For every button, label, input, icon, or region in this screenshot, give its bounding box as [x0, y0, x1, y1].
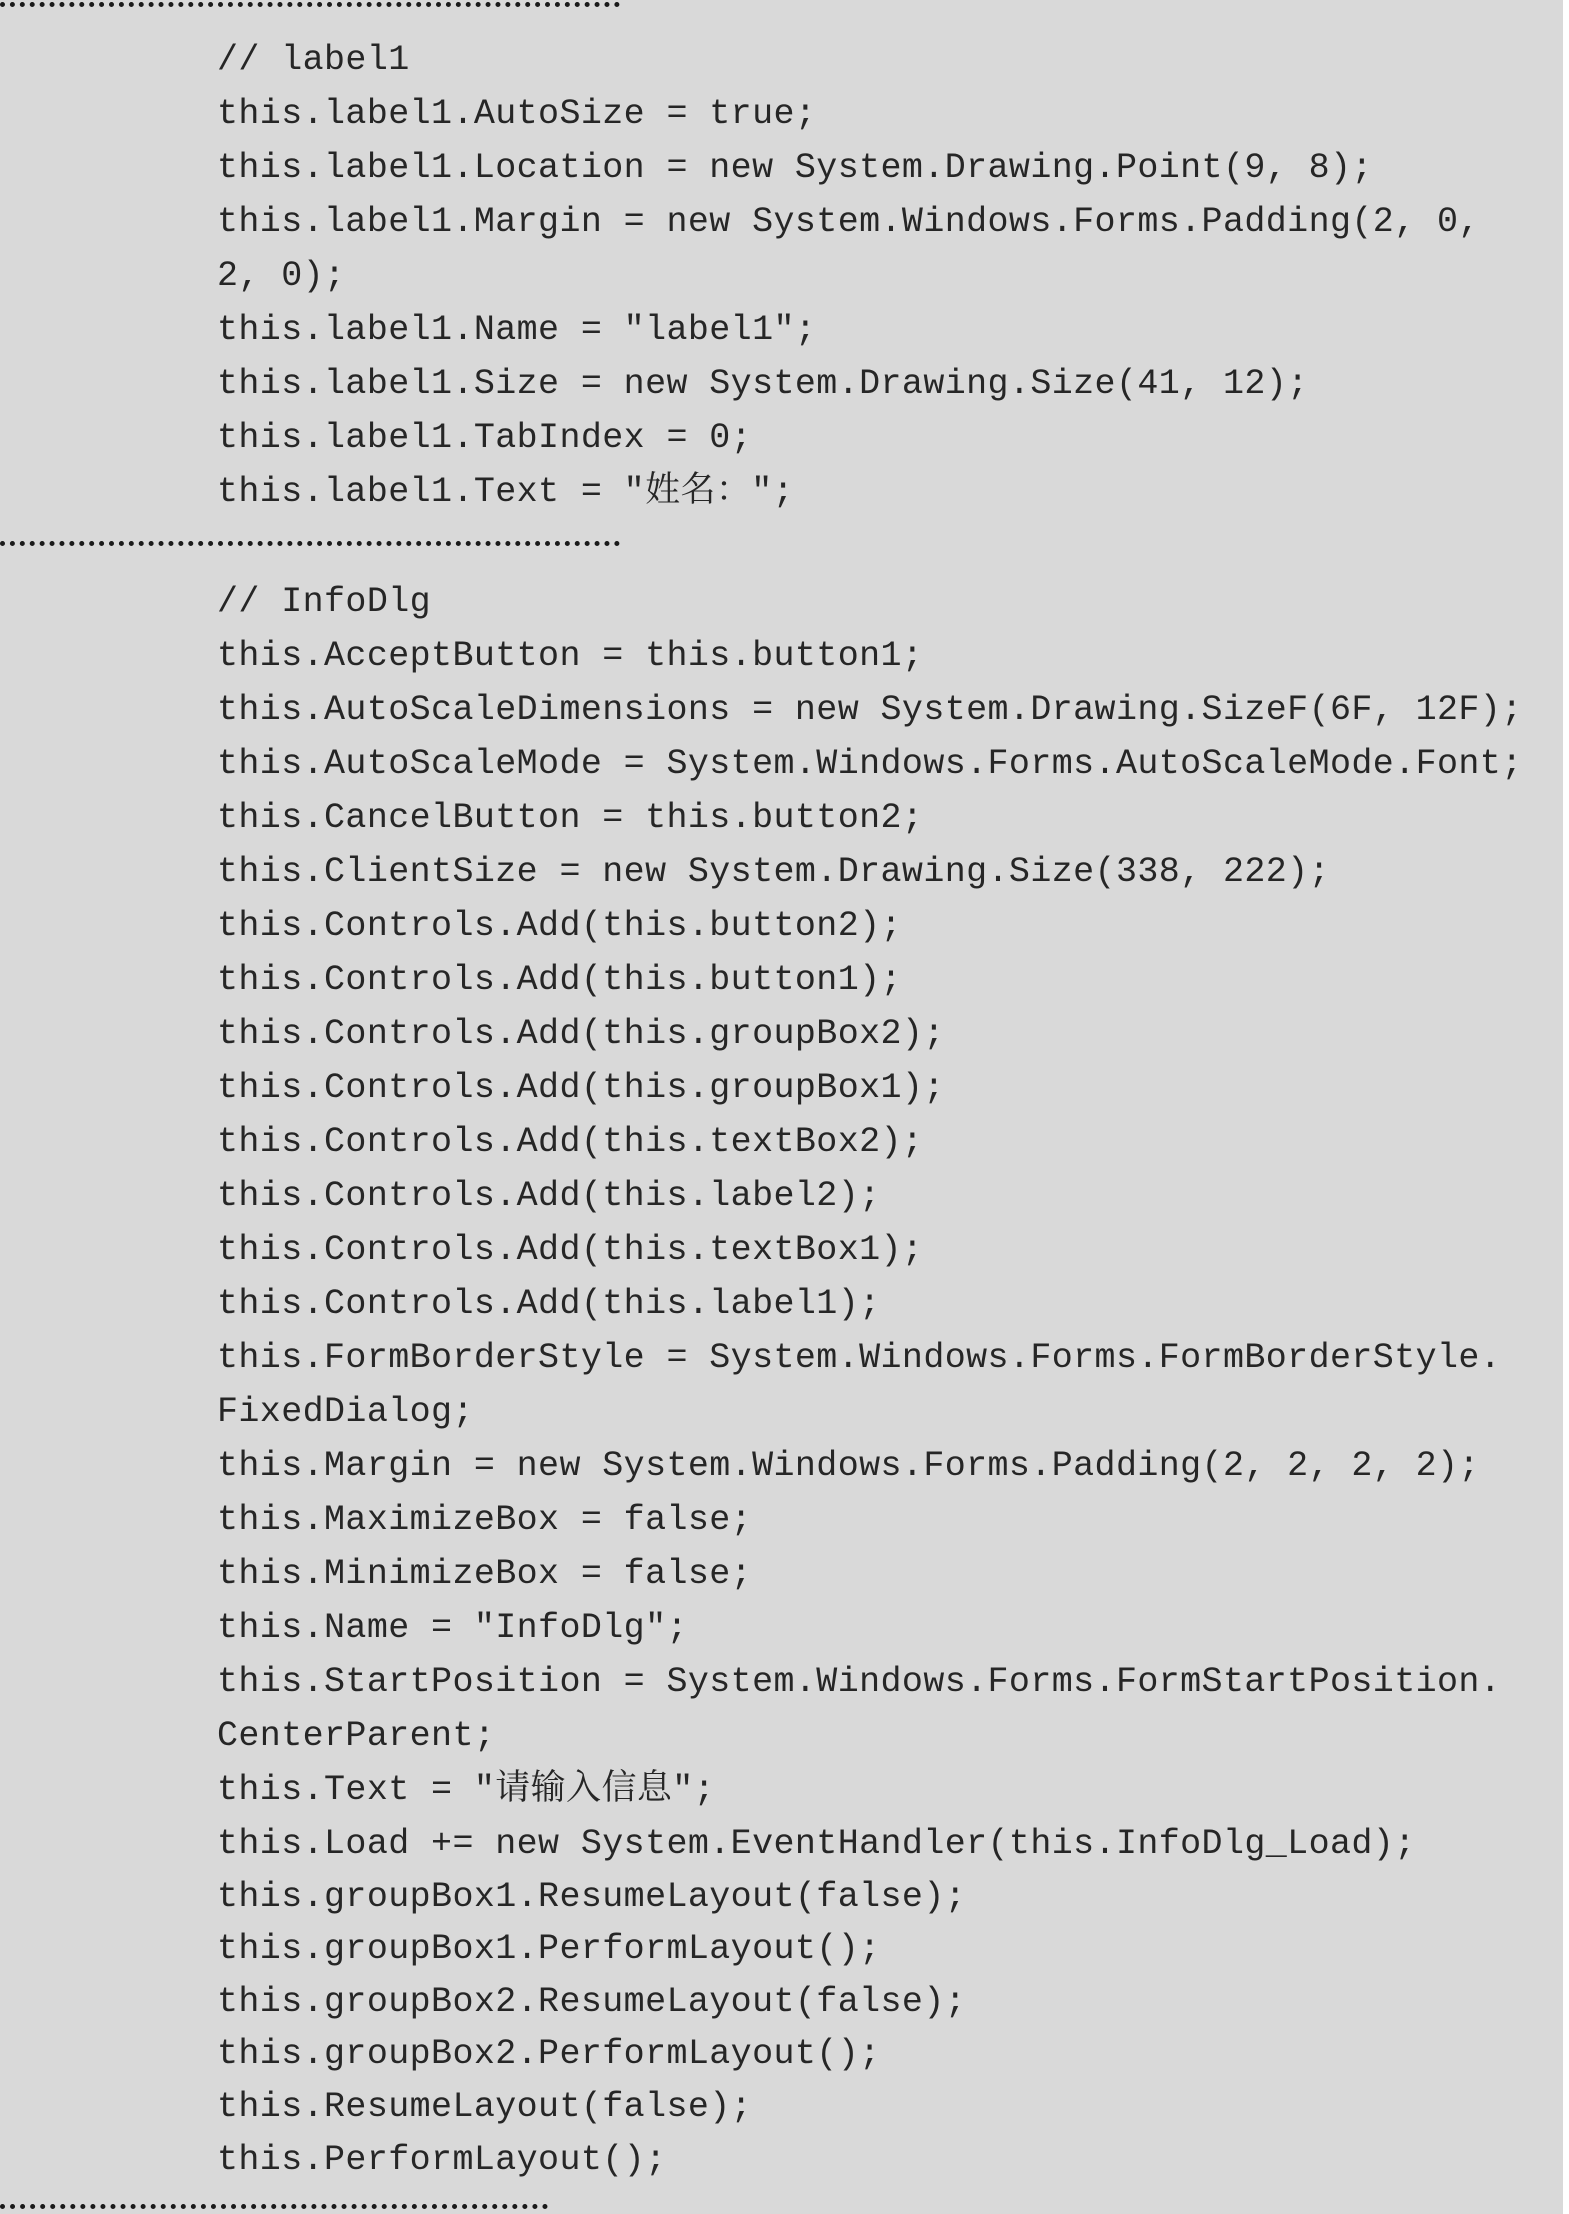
code-line: this.Controls.Add(this.textBox1); [217, 1230, 924, 1270]
code-line: this.ClientSize = new System.Drawing.Size(338, 222); [217, 852, 1330, 892]
code-line: this.Load += new System.EventHandler(this.InfoDlg_Load); [217, 1824, 1416, 1864]
code-line: this.Name = "InfoDlg"; [217, 1608, 688, 1648]
code-line: this.Controls.Add(this.textBox2); [217, 1122, 924, 1162]
code-line: this.Controls.Add(this.groupBox2); [217, 1014, 945, 1054]
code-line: this.label1.Text = "姓名："; [217, 472, 795, 512]
code-line: this.CancelButton = this.button2; [217, 798, 924, 838]
code-line: this.ResumeLayout(false); [217, 2087, 753, 2127]
code-line: this.AutoScaleDimensions = new System.Drawing.SizeF(6F, 12F); [217, 690, 1523, 730]
separator-dotted-top [0, 2, 620, 7]
code-line: this.label1.Name = "label1"; [217, 310, 817, 350]
code-line: this.MaximizeBox = false; [217, 1500, 753, 1540]
code-line: FixedDialog; [217, 1392, 474, 1432]
code-line: CenterParent; [217, 1716, 496, 1756]
code-line: this.AutoScaleMode = System.Windows.Forms.AutoScaleMode.Font; [217, 744, 1523, 784]
code-line: this.Controls.Add(this.button1); [217, 960, 902, 1000]
code-line: this.label1.TabIndex = 0; [217, 418, 753, 458]
code-comment: // InfoDlg [217, 582, 432, 622]
code-line: this.Controls.Add(this.label1); [217, 1284, 881, 1324]
code-line: this.PerformLayout(); [217, 2140, 667, 2180]
code-line: this.Controls.Add(this.button2); [217, 906, 902, 946]
code-line: this.StartPosition = System.Windows.Forms.FormStartPosition. [217, 1662, 1502, 1702]
code-line: 2, 0); [217, 256, 346, 296]
separator-dotted-bottom [0, 2204, 548, 2209]
code-line: this.groupBox1.ResumeLayout(false); [217, 1877, 967, 1917]
code-line: this.groupBox2.PerformLayout(); [217, 2034, 881, 2074]
code-line: this.label1.Margin = new System.Windows.Forms.Padding(2, 0, [217, 202, 1480, 242]
code-line: this.AcceptButton = this.button1; [217, 636, 924, 676]
code-line: this.label1.AutoSize = true; [217, 94, 817, 134]
code-line: this.Text = "请输入信息"; [217, 1770, 716, 1810]
code-line: this.Controls.Add(this.label2); [217, 1176, 881, 1216]
code-line: this.label1.Location = new System.Drawing.Point(9, 8); [217, 148, 1373, 188]
code-line: this.FormBorderStyle = System.Windows.Forms.FormBorderStyle. [217, 1338, 1502, 1378]
code-line: this.Controls.Add(this.groupBox1); [217, 1068, 945, 1108]
code-comment: // label1 [217, 40, 410, 80]
code-line: this.MinimizeBox = false; [217, 1554, 753, 1594]
code-line: this.groupBox1.PerformLayout(); [217, 1929, 881, 1969]
code-line: this.label1.Size = new System.Drawing.Size(41, 12); [217, 364, 1309, 404]
code-line: this.Margin = new System.Windows.Forms.Padding(2, 2, 2, 2); [217, 1446, 1480, 1486]
separator-dotted-middle [0, 541, 620, 546]
code-line: this.groupBox2.ResumeLayout(false); [217, 1982, 967, 2022]
